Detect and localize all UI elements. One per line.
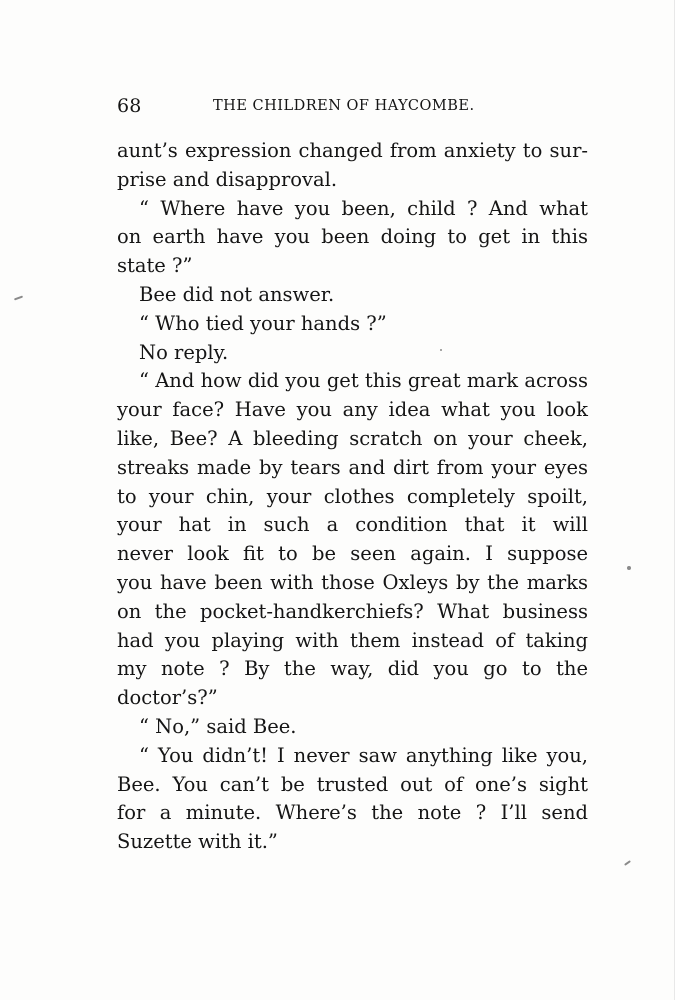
text-line: never look fit to be seen again. I suppose <box>117 542 588 566</box>
scan-speck <box>624 860 631 866</box>
scan-speck <box>440 349 442 351</box>
text-line: aunt’s expression changed from anxiety to sur- <box>117 139 588 162</box>
text-line: your face? Have you any idea what you look <box>117 398 588 422</box>
text-line: your hat in such a condition that it will <box>117 513 588 537</box>
text-line: you have been with those Oxleys by the marks <box>117 570 588 594</box>
text-line: my note ? By the way, did you go to the <box>117 657 588 681</box>
scan-speck <box>627 566 631 570</box>
text-line: on earth have you been doing to get in this <box>117 225 588 249</box>
text-line: “ No,” said Bee. <box>139 714 297 738</box>
text-line: “ And how did you get this great mark across <box>139 369 588 393</box>
text-line: had you playing with them instead of taking <box>117 628 588 652</box>
text-line: like, Bee? A bleeding scratch on your cheek, <box>117 426 588 450</box>
text-line: Bee. You can’t be trusted out of one’s sight <box>117 772 588 796</box>
text-line: doctor’s?” <box>117 686 218 710</box>
page-number: 68 <box>117 95 142 117</box>
text-line: to your chin, your clothes completely spoilt, <box>117 484 588 508</box>
text-line: “ Where have you been, child ? And what <box>139 196 588 220</box>
body-text <box>117 137 588 857</box>
text-line: for a minute. Where’s the note ? I’ll send <box>117 801 588 825</box>
text-line: on the pocket-handkerchiefs? What business <box>117 599 588 623</box>
text-line: state ?” <box>117 254 193 278</box>
page-header <box>117 95 588 119</box>
text-line: “ You didn’t! I never saw anything like you, <box>139 743 588 767</box>
text-line: No reply. <box>139 340 229 364</box>
text-line: Suzette with it.” <box>117 830 278 854</box>
text-line: Bee did not answer. <box>139 282 335 306</box>
text-line: streaks made by tears and dirt from your eyes <box>117 455 588 479</box>
running-title: THE CHILDREN OF HAYCOMBE. <box>213 98 475 114</box>
text-line: “ Who tied your hands ?” <box>139 311 387 335</box>
text-line: prise and disapproval. <box>117 167 338 191</box>
scan-speck <box>14 296 23 301</box>
